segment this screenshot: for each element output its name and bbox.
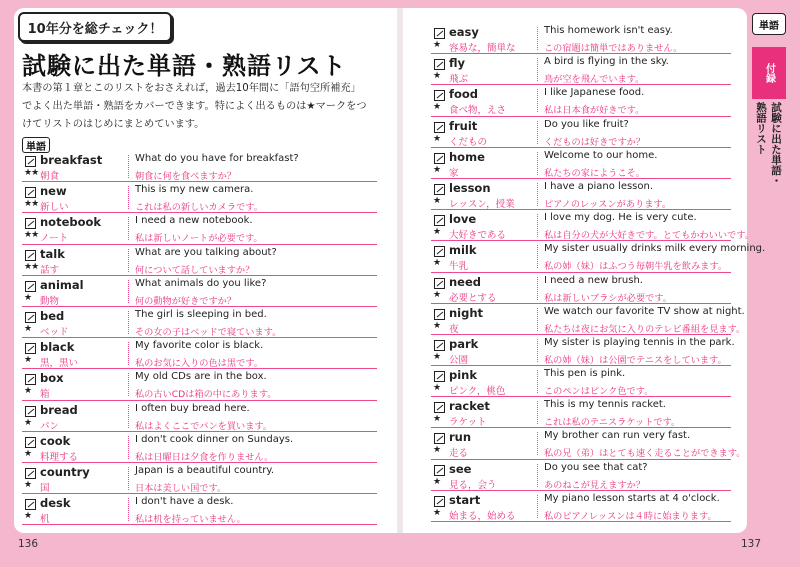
word-entry [431,273,731,304]
star-rating: ★ [24,511,32,522]
example-english: I need a new brush. [544,274,643,286]
checkbox-icon[interactable] [434,371,445,382]
example-japanese: 私の姉（妹）はふつう毎朝牛乳を飲みます。 [544,261,728,273]
column-divider [537,339,538,362]
checkbox-icon[interactable] [25,374,36,385]
column-divider [537,245,538,268]
entry-word: box [40,371,64,386]
checkbox-icon[interactable] [434,465,445,476]
column-divider [537,121,538,144]
word-list-right [431,23,766,522]
example-japanese: このペンはピンク色です。 [544,386,654,398]
word-entry [431,241,766,273]
star-rating: ★ [433,383,441,394]
example-japanese: 私は自分の犬が大好きです。とてもかわいいです。 [544,230,754,242]
word-entry [22,182,377,213]
star-rating: ★ [433,40,441,50]
star-rating: ★ [24,479,32,490]
entry-meaning: 走る [449,448,469,460]
example-english: My old CDs are in the box. [135,371,267,383]
star-rating: ★ [433,133,441,144]
checkbox-icon[interactable] [25,218,36,229]
example-english: I don't cook dinner on Sundays. [135,433,294,445]
word-entry [22,245,377,276]
star-rating: ★ [433,476,441,487]
example-english: This is my new camera. [135,184,254,196]
example-japanese: 私は日曜日は夕食を作りません。 [135,451,274,463]
side-section-label: 単語 [752,13,786,35]
word-entry [22,213,377,244]
column-divider [537,432,538,455]
column-divider [128,373,129,396]
example-english: I love my dog. He is very cute. [544,212,697,224]
entry-meaning: 食べ物，えさ [449,105,507,117]
column-divider [128,155,129,178]
column-divider [128,342,129,365]
checkbox-icon[interactable] [434,215,445,226]
example-japanese: この宿題は簡単ではありません。 [544,43,683,54]
entry-word: animal [40,277,84,292]
entry-meaning: パン [40,420,60,432]
example-english: This homework isn't easy. [544,25,673,36]
star-rating: ★ [24,355,32,366]
word-entry [431,210,754,242]
page-title: 試験に出た単語・熟語リスト [22,52,347,80]
example-english: What are you talking about? [135,246,277,258]
star-rating: ★ [433,195,441,206]
entry-meaning: 飛ぶ [449,74,469,86]
checkbox-icon[interactable] [434,402,445,413]
column-divider [128,249,129,272]
example-japanese: あのねこが見えますか？ [544,479,646,491]
page-number-right: 137 [741,538,762,550]
column-divider [128,405,129,428]
entry-word: bed [40,308,65,323]
word-entry [431,335,735,366]
example-japanese: 私たちの家にようこそ。 [544,167,645,179]
entry-meaning: ベッド [40,326,69,338]
checkbox-icon[interactable] [25,406,36,417]
entry-word: easy [449,25,479,39]
column-divider [128,436,129,459]
example-japanese: 日本は美しい国です。 [135,482,227,494]
example-english: I often buy bread here. [135,402,250,414]
star-rating: ★ [433,164,441,175]
example-japanese: 何の動物が好きですか？ [135,295,237,307]
checkbox-icon[interactable] [25,499,36,510]
entry-word: black [40,340,75,355]
column-divider [128,186,129,209]
entry-meaning: ラケット [449,417,487,429]
entry-word: park [449,336,479,351]
example-japanese: 私の姉（妹）は公園でテニスをしています。 [544,354,727,366]
star-rating: ★★ [24,199,39,210]
checkbox-icon[interactable] [25,156,36,167]
entry-word: notebook [40,215,102,230]
word-entry [431,491,731,522]
checkbox-icon[interactable] [25,187,36,198]
word-entry [431,460,731,491]
checkbox-icon[interactable] [434,28,445,39]
example-english: A bird is flying in the sky. [544,56,669,68]
checkbox-icon[interactable] [434,340,445,351]
page-number-left: 136 [18,538,39,550]
column-divider [537,183,538,206]
star-rating: ★ [433,320,441,331]
example-japanese: 私のお気に入りの色は黒です。 [135,358,263,370]
entry-word: lesson [449,180,491,195]
example-english: Japan is a beautiful country. [135,464,275,476]
example-english: My sister is playing tennis in the park. [544,336,735,348]
entry-word: love [449,212,477,227]
word-entry [431,179,731,210]
example-english: Do you see that cat? [544,461,648,473]
example-japanese: 私の兄（弟）はとても速く走ることができます。 [544,448,746,460]
entry-meaning: 動物 [40,295,60,307]
word-entry [431,366,731,397]
example-japanese: くだものは好きですか？ [544,136,646,148]
checkbox-icon[interactable] [434,59,445,70]
star-rating: ★ [433,445,441,456]
star-rating: ★ [433,289,441,300]
entry-word: need [449,274,482,289]
entry-word: see [449,461,472,476]
example-english: This is my tennis racket. [544,399,666,411]
checkbox-icon[interactable] [434,496,445,507]
entry-meaning: 必要とする [449,292,497,304]
entry-word: bread [40,402,78,417]
intro-text: 本書の第１章とこのリストをおさえれば，過去10年間に「語句空所補充」でよく出た単語・熟語をカバーできます。特によく出るものは★マークをつけてリストのはじめにまとめています。 [22,83,367,130]
example-japanese: 鳥が空を飛んでいます。 [544,74,645,86]
example-english: My brother can run very fast. [544,430,691,442]
word-entry [22,151,377,182]
word-entry [22,307,377,338]
entry-meaning: 国 [40,482,50,494]
star-rating: ★★ [24,261,39,272]
example-japanese: 私はよくここでパンを買います。 [135,420,273,432]
entry-meaning: 箱 [40,389,50,401]
checkbox-icon[interactable] [434,246,445,257]
word-entry [431,428,746,460]
entry-word: cook [40,433,71,448]
example-japanese: 私は新しいノートが必要です。 [135,233,263,245]
entry-word: talk [40,246,65,261]
example-japanese: 私のピアノレッスンは４時に始まります。 [544,510,717,522]
entry-word: racket [449,399,490,414]
example-japanese: その女の子はベッドで寝ています。 [135,326,282,338]
entry-meaning: 夜 [449,323,459,335]
checkbox-icon[interactable] [25,281,36,292]
column-divider [537,27,538,50]
checkbox-icon[interactable] [434,90,445,101]
example-english: My piano lesson starts at 4 o'clock. [544,492,720,504]
star-rating: ★ [433,507,441,518]
entry-meaning: 公園 [449,354,469,366]
word-entry [431,117,731,148]
example-japanese: これは私の新しいカメラです。 [135,202,263,214]
example-japanese: 私は机を持っていません。 [135,514,246,526]
checkbox-icon[interactable] [25,343,36,354]
checkbox-icon[interactable] [434,153,445,164]
star-rating: ★ [24,448,32,459]
column-divider [537,401,538,424]
appendix-tab[interactable]: 付録 [752,47,786,99]
entry-meaning: 机 [40,514,50,526]
column-divider [537,370,538,393]
entry-meaning: ノート [40,233,69,245]
example-english: My favorite color is black. [135,340,264,352]
example-japanese: これは私のテニスラケットです。 [544,417,681,429]
column-divider [537,214,538,237]
column-divider [537,308,538,331]
entry-word: fly [449,56,466,71]
example-english: This pen is pink. [544,368,626,380]
example-japanese: 私は新しいブラシが必要です。 [544,292,672,304]
word-entry [431,397,731,428]
word-entry [431,148,731,179]
entry-meaning: くだもの [449,136,488,148]
entry-meaning: 話す [40,264,60,276]
word-entry [431,54,731,85]
entry-word: desk [40,496,71,511]
column-divider [537,152,538,175]
column-divider [537,58,538,81]
entry-meaning: レッスン，授業 [449,198,515,210]
checkbox-icon[interactable] [434,278,445,289]
entry-word: night [449,305,484,320]
example-japanese: ピアノのレッスンがあります。 [544,198,672,210]
example-japanese: 私たちは夜にお気に入りのテレビ番組を見ます。 [544,323,746,335]
example-english: We watch our favorite TV show at night. [544,305,745,317]
entry-meaning: 朝食 [40,171,60,182]
example-english: I don't have a desk. [135,496,234,508]
entry-word: breakfast [40,153,103,167]
example-english: What do you have for breakfast? [135,153,299,164]
star-rating: ★★ [24,230,39,241]
star-rating: ★ [433,351,441,362]
example-japanese: 朝食に何を食べますか？ [135,171,237,182]
star-rating: ★ [433,71,441,82]
example-japanese: 何について話していますか？ [135,264,255,276]
example-english: Welcome to our home. [544,149,658,161]
star-rating: ★ [24,323,32,334]
example-english: I have a piano lesson. [544,180,654,192]
checkbox-icon[interactable] [25,437,36,448]
entry-meaning: 新しい [40,202,69,214]
entry-meaning: 牛乳 [449,261,469,273]
star-rating: ★ [433,102,441,113]
checkbox-icon[interactable] [434,433,445,444]
star-rating: ★ [24,386,32,397]
entry-word: food [449,87,479,102]
checkbox-icon[interactable] [434,309,445,320]
star-rating: ★ [433,227,441,238]
entry-word: milk [449,243,477,258]
entry-word: fruit [449,118,478,133]
entry-word: new [40,184,67,199]
entry-meaning: 黒，黒い [40,358,79,370]
word-entry [431,85,731,116]
checkbox-icon[interactable] [25,250,36,261]
column-divider [537,89,538,112]
checkbox-icon[interactable] [25,468,36,479]
entry-meaning: 容易な，簡単な [449,43,516,54]
side-title: 試験に出た単語・熟語リスト [755,102,782,186]
entry-meaning: 家 [449,167,459,179]
entry-meaning: 始まる，始める [449,510,516,522]
entry-word: run [449,430,472,445]
example-japanese: 私は日本食が好きです。 [544,105,645,117]
example-english: Do you like fruit? [544,118,629,130]
entry-meaning: 大好きである [449,230,507,242]
word-entry [22,401,377,432]
star-rating: ★★ [24,168,39,178]
star-rating: ★ [24,417,32,428]
example-japanese: 私の古いCDは箱の中にあります。 [135,389,277,401]
star-rating: ★ [433,414,441,425]
word-list-left [22,151,377,525]
checkbox-icon[interactable] [434,122,445,133]
word-entry [22,276,377,307]
entry-meaning: 見る，会う [449,479,497,491]
column-divider [537,495,538,518]
column-divider [128,498,129,521]
star-rating: ★ [24,292,32,303]
column-divider [537,277,538,300]
example-english: The girl is sleeping in bed. [135,308,267,320]
example-english: I like Japanese food. [544,87,645,99]
entry-word: start [449,492,481,507]
word-entry [22,338,377,369]
word-entry [431,23,731,54]
check-banner: 10年分を総チェック！ [18,12,172,42]
column-divider [537,464,538,487]
example-english: What animals do you like? [135,277,267,289]
star-rating: ★ [433,258,441,269]
example-english: My sister usually drinks milk every morning. [544,243,766,255]
example-english: I need a new notebook. [135,215,253,227]
word-entry [22,463,377,494]
column-divider [128,311,129,334]
entry-word: pink [449,368,478,383]
entry-word: home [449,149,485,164]
checkbox-icon[interactable] [434,184,445,195]
entry-meaning: 料理する [40,451,79,463]
entry-word: country [40,464,90,479]
section-label-words: 単語 [22,137,50,153]
word-entry [22,369,377,400]
column-divider [128,217,129,240]
word-entry [22,432,377,463]
column-divider [128,467,129,490]
entry-meaning: ピンク，桃色 [449,386,506,398]
word-entry [431,304,746,335]
column-divider [128,280,129,303]
word-entry [22,494,377,525]
checkbox-icon[interactable] [25,312,36,323]
